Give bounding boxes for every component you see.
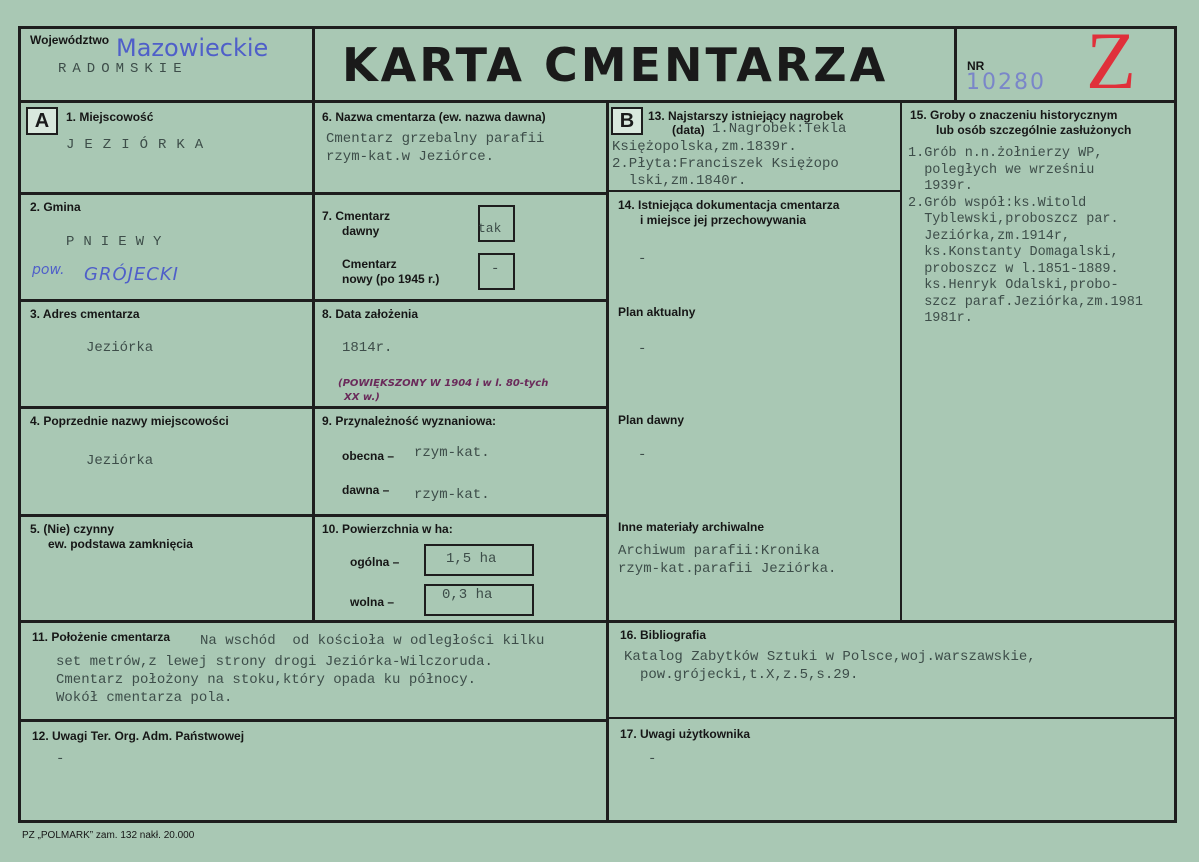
field-15-list: [908, 146, 1170, 328]
field-8-note-1: (POWIĘKSZONY W 1904 i w l. 80-tych: [338, 378, 549, 389]
field-8-note-2: XX w.): [344, 392, 380, 403]
field-15-line: Jeziórka,zm.1914r,: [908, 228, 1071, 244]
field-14-label-2: i miejsce jej przechowywania: [640, 213, 807, 227]
rule-col1: [312, 26, 315, 623]
field-7-dawny-box: [478, 205, 515, 242]
field-4-value: Jeziórka: [86, 453, 154, 469]
field-9-dawna-value: rzym-kat.: [414, 487, 490, 503]
field-8-value: 1814r.: [342, 340, 393, 356]
field-13-value-1: 1.Nagrobek:Tekla: [712, 121, 847, 137]
rule-bottom: [18, 820, 1176, 823]
field-5-label-2: ew. podstawa zamknięcia: [48, 537, 193, 551]
inne-materialy-value-1: Archiwum parafii:Kronika: [618, 543, 820, 559]
inne-materialy-value-2: rzym-kat.parafii Jeziórka.: [618, 561, 837, 577]
field-15-label-2: lub osób szczególnie zasłużonych: [936, 123, 1132, 137]
field-10-wolna-box: [424, 584, 534, 616]
rule-top: [18, 26, 1176, 29]
field-15-label-1: 15. Groby o znaczeniu historycznym: [910, 108, 1118, 122]
nr-value: 10280: [966, 70, 1046, 95]
field-15-line: szcz paraf.Jeziórka,zm.1981: [908, 294, 1143, 310]
field-11-value-3: Cmentarz położony na stoku,który opada ku północy.: [56, 672, 477, 688]
field-10-wolna-value: 0,3 ha: [442, 587, 493, 603]
rule-header-nr: [954, 26, 957, 102]
field-5-label-1: 5. (Nie) czynny: [30, 522, 115, 536]
field-7-nowy-box: [478, 253, 515, 290]
nr-label: NR: [967, 59, 985, 73]
plan-aktualny-value: -: [638, 341, 647, 357]
field-15-line: 2.Grób współ:ks.Witold: [908, 195, 1087, 211]
field-11-value-4: Wokół cmentarza pola.: [56, 690, 233, 706]
rule-header-bottom: [18, 100, 1176, 103]
field-4-label: 4. Poprzednie nazwy miejscowości: [30, 414, 229, 428]
field-13-label-1: 13. Najstarszy istniejący nagrobek: [648, 109, 844, 123]
footer-imprint: PZ „POLMARK” zam. 132 nakł. 20.000: [22, 830, 195, 841]
field-9-obecna-value: rzym-kat.: [414, 445, 490, 461]
field-8-label: 8. Data założenia: [322, 307, 419, 321]
field-6-value-1: Cmentarz grzebalny parafii: [326, 131, 545, 147]
rule-left: [18, 26, 21, 823]
field-17-value: -: [648, 751, 657, 767]
field-14-label-1: 14. Istniejąca dokumentacja cmentarza: [618, 198, 840, 212]
field-9-label: 9. Przynależność wyznaniowa:: [322, 414, 497, 428]
field-16-value-2: pow.grójecki,t.X,z.5,s.29.: [640, 667, 859, 683]
field-2-pow-value: GRÓJECKI: [84, 264, 179, 285]
category-mark: Z: [1086, 15, 1137, 106]
wojewodztwo-label: Województwo: [30, 33, 110, 47]
rule-col2: [606, 100, 609, 823]
field-2-value: PNIEWY: [66, 234, 171, 250]
field-15-line: Tyblewski,proboszcz par.: [908, 212, 1119, 227]
field-15-line: ks.Konstanty Domagalski,: [908, 245, 1119, 260]
field-3-label: 3. Adres cmentarza: [30, 307, 140, 321]
field-7-nowy-value: -: [491, 261, 500, 277]
field-13-value-4: lski,zm.1840r.: [612, 173, 747, 189]
inne-materialy-label: Inne materiały archiwalne: [618, 520, 765, 534]
rule-col3: [900, 100, 902, 620]
field-16-label: 16. Bibliografia: [620, 628, 707, 642]
rule-row6-right: [608, 717, 1174, 719]
field-6-value-2: rzym-kat.w Jeziórce.: [326, 149, 495, 165]
field-12-value: -: [56, 751, 65, 767]
plan-aktualny-label: Plan aktualny: [618, 305, 696, 319]
field-13-label-2: (data): [672, 123, 705, 137]
field-13-value-2: Księżopolska,zm.1839r.: [612, 139, 797, 155]
field-17-label: 17. Uwagi użytkownika: [620, 727, 751, 741]
section-b-badge: B: [611, 107, 643, 135]
field-7-nowy-label-2: nowy (po 1945 r.): [342, 272, 440, 286]
field-15-line: 1981r.: [908, 311, 973, 326]
field-9-obecna-label: obecna –: [342, 449, 395, 463]
field-7-dawny-label: dawny: [342, 224, 380, 238]
wojewodztwo-typed: RADOMSKIE: [58, 61, 188, 77]
wojewodztwo-stamp: Mazowieckie: [116, 34, 269, 62]
rule-row1-mid: [608, 190, 900, 192]
field-11-value-2: set metrów,z lewej strony drogi Jeziórka-Wilczoruda.: [56, 654, 493, 670]
field-2-label: 2. Gmina: [30, 200, 81, 214]
field-13-value-3: 2.Płyta:Franciszek Księżopo: [612, 156, 839, 172]
field-12-label: 12. Uwagi Ter. Org. Adm. Państwowej: [32, 729, 245, 743]
field-9-dawna-label: dawna –: [342, 483, 390, 497]
field-2-pow-label: pow.: [32, 262, 65, 278]
field-1-value: JEZIÓRKA: [66, 137, 214, 153]
field-15-line: poległych we wrześniu: [908, 162, 1095, 178]
plan-dawny-label: Plan dawny: [618, 413, 685, 427]
field-10-wolna-label: wolna –: [350, 595, 395, 609]
field-16-value-1: Katalog Zabytków Sztuki w Polsce,woj.warszawskie,: [624, 649, 1036, 665]
section-a-badge: A: [26, 107, 58, 135]
rule-row6-left: [18, 719, 608, 722]
field-10-ogolna-box: [424, 544, 534, 576]
field-7-nowy-label-1: Cmentarz: [342, 257, 397, 271]
field-10-label: 10. Powierzchnia w ha:: [322, 522, 453, 536]
rule-right: [1174, 26, 1177, 823]
field-11-label: 11. Położenie cmentarza: [32, 630, 171, 644]
rule-row5: [18, 620, 1176, 623]
field-10-ogolna-value: 1,5 ha: [446, 551, 497, 567]
page-title: KARTA CMENTARZA: [342, 38, 889, 92]
plan-dawny-value: -: [638, 447, 647, 463]
field-15-line: 1.Grób n.n.żołnierzy WP,: [908, 146, 1103, 161]
field-15-line: proboszcz w l.1851-1889.: [908, 261, 1119, 277]
field-15-line: ks.Henryk Odalski,probo-: [908, 278, 1119, 293]
field-15-line: 1939r.: [908, 179, 973, 194]
field-11-value-1: Na wschód od kościoła w odległości kilku: [200, 633, 545, 649]
field-14-value: -: [638, 251, 647, 267]
field-7-label: 7. Cmentarz: [322, 209, 391, 223]
field-10-ogolna-label: ogólna –: [350, 555, 400, 569]
field-3-value: Jeziórka: [86, 340, 154, 356]
field-7-dawny-value: tak: [478, 221, 502, 236]
field-1-label: 1. Miejscowość: [66, 110, 154, 124]
field-6-label: 6. Nazwa cmentarza (ew. nazwa dawna): [322, 110, 546, 124]
